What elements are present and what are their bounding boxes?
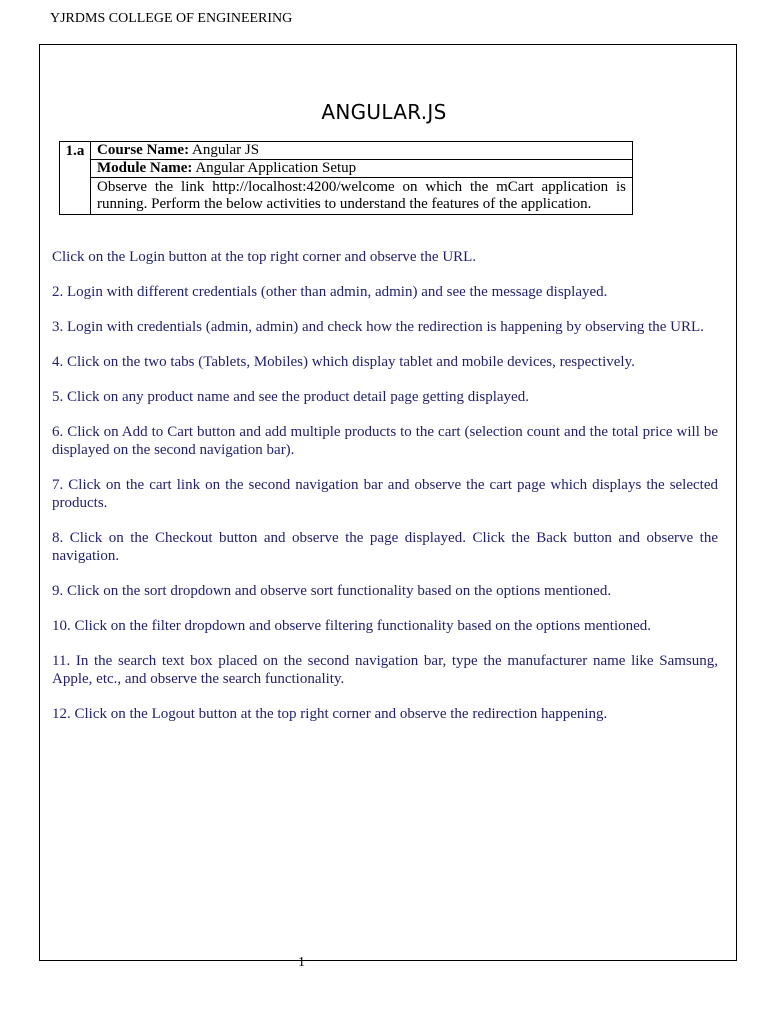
step-item: 11. In the search text box placed on the second navigation bar, type the manufacturer name like Samsung, Apple, etc., and observe the search functionality. xyxy=(52,653,718,687)
course-name-label: Course Name: xyxy=(97,142,190,158)
step-item: 3. Login with credentials (admin, admin) and check how the redirection is happening by observing the URL. xyxy=(52,319,704,335)
step-item: 6. Click on Add to Cart button and add multiple products to the cart (selection count and the total price will be displayed on the second navigation bar). xyxy=(52,424,718,458)
page-title xyxy=(0,100,768,124)
module-name-label: Module Name: xyxy=(97,160,193,176)
college-header: YJRDMS COLLEGE OF ENGINEERING xyxy=(50,11,293,26)
title-rest: NGULAR.JS xyxy=(335,100,447,124)
step-item: 4. Click on the two tabs (Tablets, Mobiles) which display tablet and mobile devices, respectively. xyxy=(52,354,635,370)
course-name-value: Angular JS xyxy=(189,142,260,158)
step-item: 12. Click on the Logout button at the top right corner and observe the redirection happening. xyxy=(52,706,608,722)
steps-list xyxy=(52,248,718,740)
step-item: 8. Click on the Checkout button and observe the page displayed. Click the Back button and observe the navigation. xyxy=(52,530,718,564)
step-item: 7. Click on the cart link on the second navigation bar and observe the cart page which displays the selected products. xyxy=(52,477,718,511)
step-item: 2. Login with different credentials (other than admin, admin) and see the message displayed. xyxy=(52,284,608,300)
exercise-description: Observe the link http://localhost:4200/welcome on which the mCart application is running. Perform the below activities to understand the features of the application. xyxy=(91,178,633,215)
exercise-number: 1.a xyxy=(60,142,91,215)
module-name-value: Angular Application Setup xyxy=(192,160,357,176)
step-item: 5. Click on any product name and see the product detail page getting displayed. xyxy=(52,389,529,405)
module-name-cell xyxy=(91,160,633,178)
step-item: Click on the Login button at the top right corner and observe the URL. xyxy=(52,249,477,265)
course-name-cell xyxy=(91,142,633,160)
course-info-table xyxy=(59,141,633,215)
step-item: 9. Click on the sort dropdown and observe sort functionality based on the options mentioned. xyxy=(52,583,612,599)
title-first-letter: A xyxy=(321,100,336,124)
page-number: 1 xyxy=(298,955,305,970)
step-item: 10. Click on the filter dropdown and observe filtering functionality based on the options mentioned. xyxy=(52,618,652,634)
